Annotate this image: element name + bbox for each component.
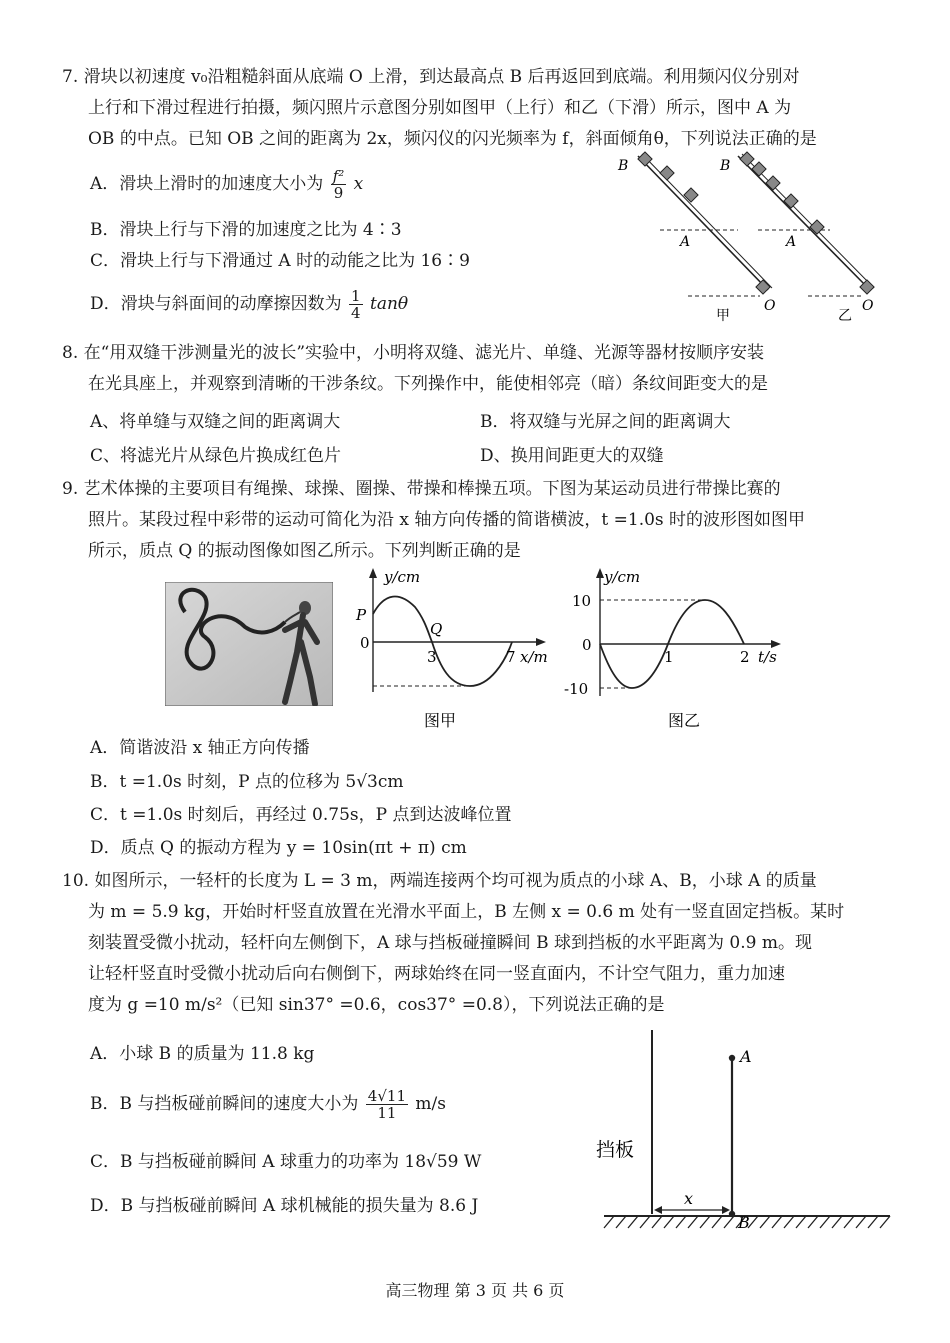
q7-stem-line1: 7. 滑块以初速度 v₀沿粗糙斜面从底端 O 上滑，到达最高点 B 后再返回到底端。利用频闪仪分别对	[62, 67, 800, 87]
q10-option-b-text: B．B 与挡板碰前瞬间的速度大小为	[90, 1094, 359, 1114]
incline-jia	[617, 152, 776, 324]
q7-label-a-yi: A	[786, 234, 797, 250]
q10-option-d: D．B 与挡板碰前瞬间 A 球机械能的损失量为 8.6 J	[90, 1196, 479, 1216]
q7-stem	[62, 62, 902, 155]
q10-label-b: B	[738, 1213, 750, 1232]
q7-stem-line3: OB 的中点。已知 OB 之间的距离为 2x，频闪仪的闪光频率为 f，斜面倾角θ，下列说法正确的是	[88, 129, 817, 149]
q8-stem-line1: 8. 在“用双缝干涉测量光的波长”实验中，小明将双缝、滤光片、单缝、光源等器材按顺序安装	[62, 343, 765, 363]
q9-option-b: B．t =1.0s 时刻，P 点的位移为 5√3cm	[90, 772, 404, 792]
q10-stem-line4: 让轻杆竖直时受微小扰动后向右侧倒下，两球始终在同一竖直面内，不计空气阻力，重力加速	[88, 964, 785, 984]
q10-option-a: A．小球 B 的质量为 11.8 kg	[90, 1044, 315, 1064]
q7-label-o-jia: O	[764, 298, 776, 314]
q9-jia-tick-7: 7	[506, 648, 516, 666]
q8-option-b: B．将双缝与光屏之间的距离调大	[480, 412, 731, 432]
q9-label-q: Q	[430, 620, 443, 638]
q7-option-d-fraction: $\frac{1}{4}$	[351, 287, 361, 322]
q10-stem-line2: 为 m = 5.9 kg，开始时杆竖直放置在光滑水平面上，B 左侧 x = 0.6 m 处有一竖直固定挡板。某时	[88, 902, 845, 922]
q10-stem-line5: 度为 g =10 m/s²（已知 sin37° =0.6，cos37° =0.8），下列说法正确的是	[88, 995, 665, 1015]
q9-jia-origin: 0	[360, 634, 370, 652]
q9-wave-graph-jia	[340, 562, 550, 738]
q7-incline-figure	[608, 150, 908, 326]
q9-wave-curve	[373, 597, 512, 686]
q7-option-c: C．滑块上行与下滑通过 A 时的动能之比为 16∶9	[90, 251, 470, 271]
q9-option-d: D．质点 Q 的振动方程为 y = 10sin(πt + π) cm	[90, 838, 467, 858]
q7-label-o-yi: O	[862, 298, 874, 314]
q7-label-b-yi: B	[720, 158, 731, 174]
q10-stem	[62, 866, 902, 1021]
q10-option-c: C．B 与挡板碰前瞬间 A 球重力的功率为 18√59 W	[90, 1152, 482, 1172]
q10-option-b: B．B 与挡板碰前瞬间的速度大小为 $\frac{4√11}{11}$ m/s	[90, 1087, 446, 1122]
q9-jia-xlabel: x/m	[520, 648, 548, 666]
q9-yi-ylabel: y/cm	[604, 568, 641, 586]
q9-yi-xlabel: t/s	[758, 648, 777, 666]
q9-label-p: P	[356, 606, 367, 624]
q7-option-b: B．滑块上行与下滑的加速度之比为 4∶3	[90, 220, 402, 240]
q10-label-board: 挡板	[596, 1139, 635, 1161]
q9-stem-line2: 照片。某段过程中彩带的运动可简化为沿 x 轴方向传播的简谐横波，t =1.0s 时的波形图如图甲	[88, 510, 806, 530]
q7-label-a-jia: A	[680, 234, 691, 250]
q7-option-d: D．滑块与斜面间的动摩擦因数为 $\frac{1}{4}$ tanθ	[90, 287, 409, 322]
q8-stem	[62, 338, 902, 400]
q7-caption-yi: 乙	[838, 308, 852, 324]
page-footer: 高三物理 第 3 页 共 6 页	[385, 1281, 565, 1300]
q10-rod-figure	[590, 1024, 910, 1244]
q10-stem-line3: 刻装置受微小扰动，轻杆向左侧倒下，A 球与挡板碰撞瞬间 B 球到挡板的水平距离为 0.9 m。现	[88, 933, 812, 953]
q9-yi-tick-neg10: -10	[564, 680, 589, 698]
q7-stem-line2: 上行和下滑过程进行拍摄，频闪照片示意图分别如图甲（上行）和乙（下滑）所示，图中 A 为	[88, 98, 792, 118]
q9-yi-tick-1: 1	[664, 648, 674, 666]
q9-stem-line1: 9. 艺术体操的主要项目有绳操、球操、圈操、带操和棒操五项。下图为某运动员进行带操比赛的	[62, 479, 781, 499]
q10-option-b-fraction: $\frac{4√11}{11}$	[367, 1087, 406, 1122]
q7-label-b-jia: B	[618, 158, 629, 174]
q7-option-a: A．滑块上滑时的加速度大小为 $\frac{\text{f²}}{9}$ x	[90, 167, 364, 202]
q9-stem	[62, 474, 902, 567]
q9-yi-tick-10: 10	[572, 592, 592, 610]
q9-jia-ylabel: y/cm	[384, 568, 421, 586]
q8-option-a: A、将单缝与双缝之间的距离调大	[90, 412, 341, 432]
q7-caption-jia: 甲	[716, 308, 730, 324]
q9-jia-tick-3: 3	[427, 648, 437, 666]
incline-yi	[719, 152, 874, 324]
q9-vibration-graph-yi	[560, 562, 790, 738]
q10-label-x: x	[684, 1189, 694, 1208]
q7-option-a-text: A．滑块上滑时的加速度大小为	[90, 174, 324, 194]
q8-option-d: D、换用间距更大的双缝	[480, 446, 664, 466]
q8-option-c: C、将滤光片从绿色片换成红色片	[90, 446, 342, 466]
q9-yi-tick-2: 2	[740, 648, 750, 666]
q10-ball-a	[729, 1055, 735, 1061]
q8-stem-line2: 在光具座上，并观察到清晰的干涉条纹。下列操作中，能使相邻亮（暗）条纹间距变大的是	[88, 374, 768, 394]
q10-label-a: A	[740, 1047, 752, 1066]
q9-yi-origin: 0	[582, 636, 592, 654]
q9-stem-line3: 所示，质点 Q 的振动图像如图乙所示。下列判断正确的是	[88, 541, 521, 561]
q9-option-c: C．t =1.0s 时刻后，再经过 0.75s，P 点到达波峰位置	[90, 805, 512, 825]
q9-jia-caption: 图甲	[424, 711, 457, 730]
q9-option-a: A．简谐波沿 x 轴正方向传播	[90, 738, 310, 758]
q10-stem-line1: 10. 如图所示，一轻杆的长度为 L = 3 m，两端连接两个均可视为质点的小球 A、B，小球 A 的质量	[62, 871, 817, 891]
q9-yi-caption: 图乙	[668, 711, 701, 730]
q7-option-d-text: D．滑块与斜面间的动摩擦因数为	[90, 294, 342, 314]
q9-ribbon-gymnast-photo	[165, 582, 333, 706]
q7-option-a-fraction: $\frac{\text{f²}}{9}$	[332, 167, 345, 202]
